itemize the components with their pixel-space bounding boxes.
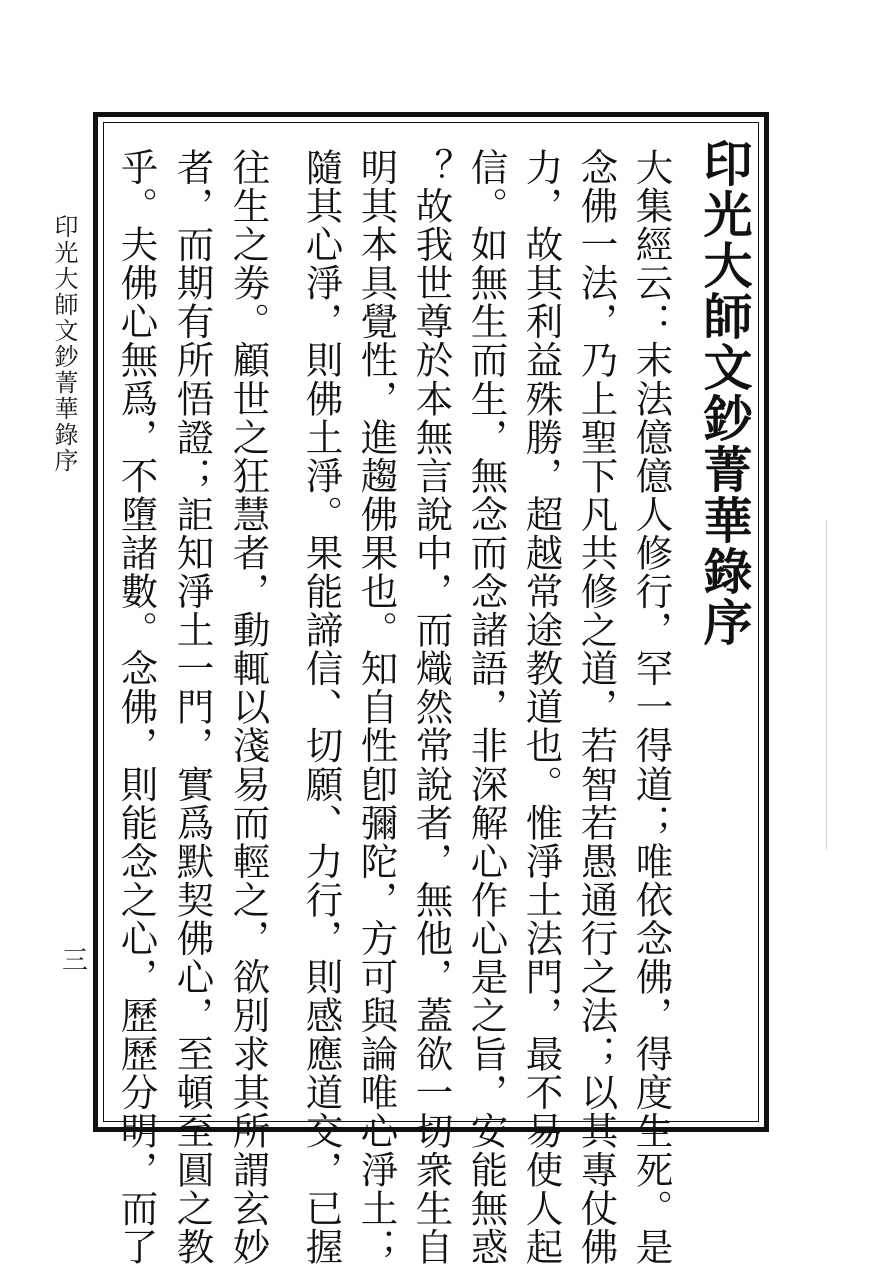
text-column-10: 乎。夫佛心無爲，不墮諸數。念佛，則能念之心，歷歷分明，而了 <box>114 148 159 1266</box>
scan-edge-line <box>826 520 827 850</box>
text-column-9: 者，而期有所悟證；詎知淨土一門，實爲默契佛心，至頓至圓之教 <box>170 148 215 1266</box>
text-column-2: 念佛一法，乃上聖下凡共修之道，若智若愚通行之法；以其專仗佛 <box>574 148 619 1266</box>
text-column-4: 信。如無生而生，無念而念諸語，非深解心作心是之旨，安能無惑 <box>464 148 509 1266</box>
text-column-6: 明其本具覺性，進趨佛果也。知自性卽彌陀，方可與論唯心淨土； <box>354 148 399 1266</box>
text-column-1: 大集經云：末法億億人修行，罕一得道；唯依念佛，得度生死。是 <box>629 148 674 1266</box>
running-head: 印光大師文鈔菁華錄序 <box>50 214 78 474</box>
page-number: 三 <box>62 946 89 976</box>
text-column-7: 隨其心淨，則佛土淨。果能諦信、切願、力行，則感應道交，已握 <box>299 148 344 1266</box>
text-column-3: 力，故其利益殊勝，超越常途教道也。惟淨土法門，最不易使人起 <box>519 148 564 1266</box>
text-column-8: 往生之劵。顧世之狂慧者，動輒以淺易而輕之，欲別求其所謂玄妙 <box>226 148 271 1266</box>
text-column-5: ？故我世尊於本無言說中，而熾然常說者，無他，蓋欲一切衆生自 <box>409 148 454 1266</box>
page-title: 印光大師文鈔菁華錄序 <box>696 138 754 648</box>
